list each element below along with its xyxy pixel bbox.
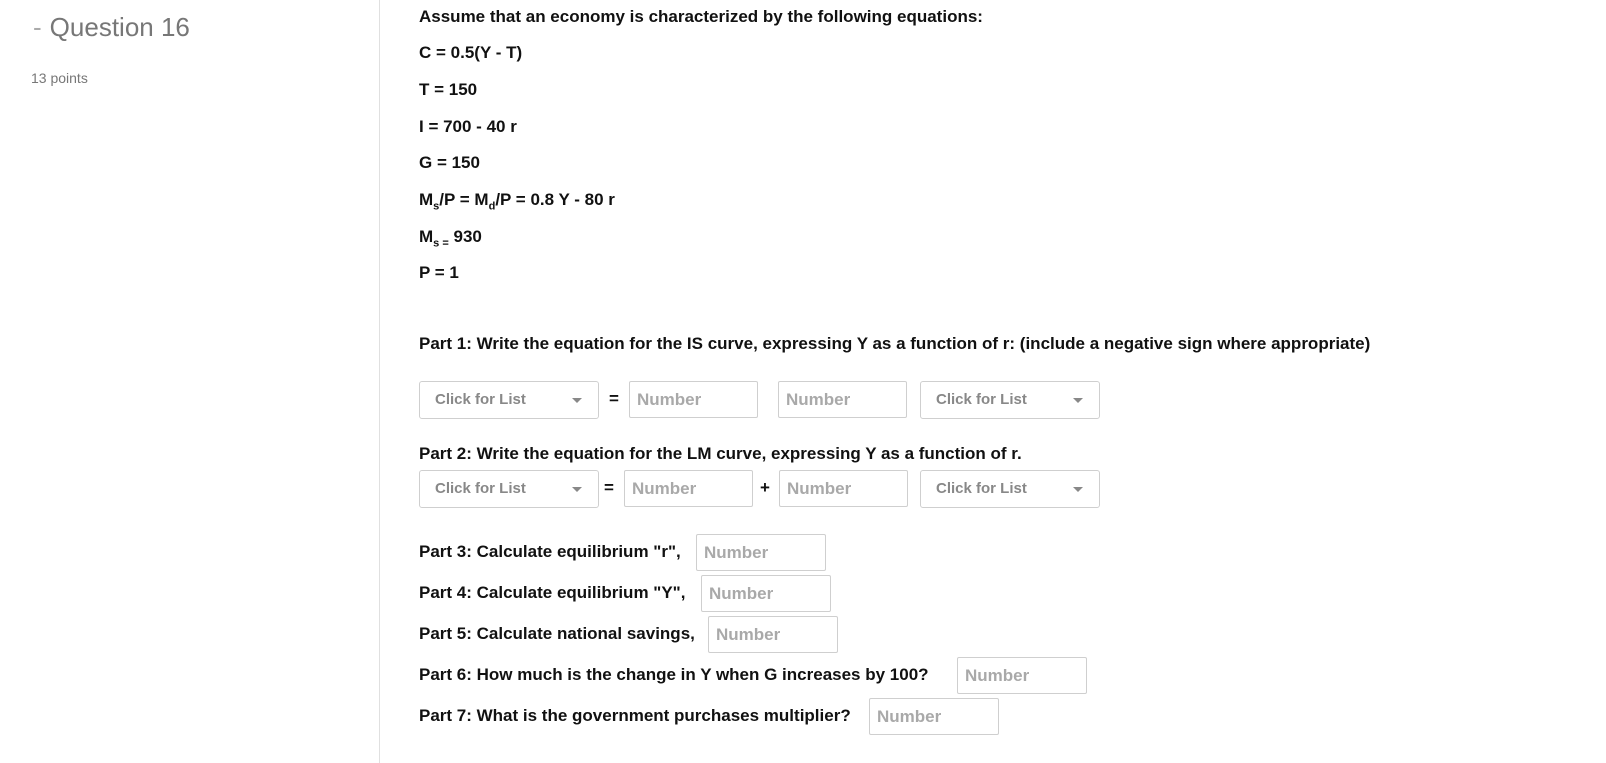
part3-label: Part 3: Calculate equilibrium "r", — [419, 542, 681, 561]
part3-number-input[interactable] — [696, 534, 826, 571]
part2-dropdown-2[interactable] — [920, 470, 1100, 508]
part4-number-input[interactable] — [701, 575, 831, 612]
dropdown-label: Click for List — [936, 391, 1027, 408]
chevron-down-icon — [1073, 398, 1083, 403]
part7-number-input[interactable] — [869, 698, 999, 735]
part1-number-input-1[interactable] — [629, 381, 758, 418]
equation-ms — [419, 227, 482, 249]
eq-ms-value: 930 — [448, 227, 482, 246]
part2-dropdown-1[interactable] — [419, 470, 599, 508]
equation-t: T = 150 — [419, 80, 478, 99]
equation-p: P = 1 — [419, 263, 459, 282]
eq-ms-m: M — [419, 227, 434, 246]
question-title[interactable] — [33, 12, 190, 43]
part2-label: Part 2: Write the equation for the LM curve, expressing Y as a function of r. — [419, 444, 1022, 463]
dropdown-label: Click for List — [435, 391, 526, 408]
equation-g: G = 150 — [419, 153, 480, 172]
equation-i: I = 700 - 40 r — [419, 117, 517, 136]
collapse-dash-icon[interactable]: - — [33, 12, 42, 42]
dropdown-label: Click for List — [435, 480, 526, 497]
question-content — [419, 0, 1591, 763]
part2-number-input-1[interactable] — [624, 470, 753, 507]
part4-label: Part 4: Calculate equilibrium "Y", — [419, 583, 686, 602]
part1-dropdown-1[interactable] — [419, 381, 599, 419]
part2-equals: = — [604, 478, 614, 497]
chevron-down-icon — [572, 398, 582, 403]
equation-c: C = 0.5(Y - T) — [419, 43, 523, 62]
part2-plus: + — [760, 478, 770, 497]
eq-mid-text: /P = M — [439, 190, 489, 209]
part7-label: Part 7: What is the government purchases multiplier? — [419, 706, 851, 725]
dropdown-label: Click for List — [936, 480, 1027, 497]
eq-s-subscript: s — [433, 200, 440, 213]
equation-money-market — [419, 190, 615, 212]
part5-number-input[interactable] — [708, 616, 838, 653]
eq-end-text: /P = 0.8 Y - 80 r — [495, 190, 615, 209]
question-sidebar — [0, 0, 380, 763]
part6-label: Part 6: How much is the change in Y when G increases by 100? — [419, 665, 929, 684]
eq-m-text: M — [419, 190, 434, 209]
part2-number-input-2[interactable] — [779, 470, 908, 507]
part1-number-input-2[interactable] — [778, 381, 907, 418]
part1-label: Part 1: Write the equation for the IS curve, expressing Y as a function of r: (include a negative sign where appropriate) — [419, 334, 1371, 353]
part5-label: Part 5: Calculate national savings, — [419, 624, 695, 643]
question-points: 13 points — [31, 70, 88, 86]
eq-d-subscript: d — [488, 200, 496, 213]
chevron-down-icon — [572, 487, 582, 492]
question-title-text: Question 16 — [49, 12, 190, 42]
part1-dropdown-2[interactable] — [920, 381, 1100, 419]
chevron-down-icon — [1073, 487, 1083, 492]
intro-text: Assume that an economy is characterized by the following equations: — [419, 7, 983, 26]
part1-equals: = — [609, 389, 619, 408]
eq-ms-subscript: s = — [433, 237, 449, 250]
part6-number-input[interactable] — [957, 657, 1087, 694]
